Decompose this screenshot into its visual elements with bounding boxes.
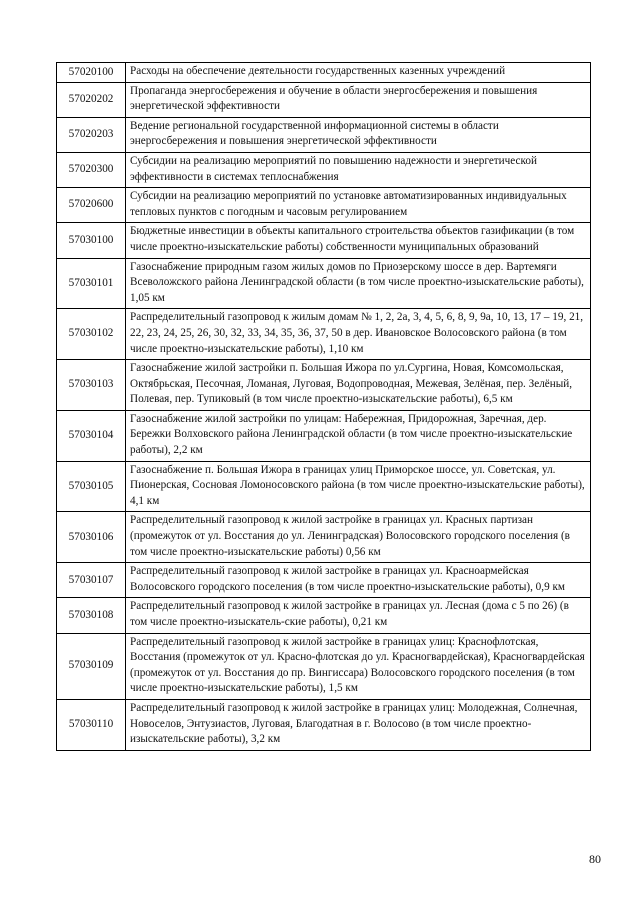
row-code: 57020203: [57, 117, 126, 152]
row-code: 57020600: [57, 188, 126, 223]
budget-codes-table-body: [57, 63, 591, 751]
table-row: [57, 461, 591, 512]
table-row: [57, 258, 591, 309]
row-description: Распределительный газопровод к жилой застройке в границах улиц: Краснофлотская, Восстания (промежуток от ул. Красно-флотская до ул. Красногвардейская), Красногвардейская (промежуток от ул. Восстания до пр. Вингиссара) Волосовского городского поселения (в том числе проектно-изыскательские работы), 1,5 км: [126, 633, 591, 699]
table-row: [57, 63, 591, 83]
row-description: Субсидии на реализацию мероприятий по установке автоматизированных индивидуальных тепловых пунктов с погодным и часовым регулированием: [126, 188, 591, 223]
row-description: Распределительный газопровод к жилой застройке в границах ул. Лесная (дома с 5 по 26) (в том числе проектно-изыскатель-ские работы), 0,21 км: [126, 598, 591, 633]
row-description: Распределительный газопровод к жилой застройке в границах улиц: Молодежная, Солнечная, Новоселов, Энтузиастов, Луговая, Благодатная в г. Волосово (в том числе проектно-изыскательские работы), 3,2 км: [126, 699, 591, 750]
row-description: Расходы на обеспечение деятельности государственных казенных учреждений: [126, 63, 591, 83]
table-row: [57, 223, 591, 258]
table-row: [57, 410, 591, 461]
row-code: 57030101: [57, 258, 126, 309]
row-description: Субсидии на реализацию мероприятий по повышению надежности и энергетической эффективности в системах теплоснабжения: [126, 152, 591, 187]
row-description: Газоснабжение жилой застройки по улицам: Набережная, Придорожная, Заречная, дер. Бережки Волховского района Ленинградской области (в том числе проектно-изыскательские работы), 2,2 км: [126, 410, 591, 461]
row-code: 57030104: [57, 410, 126, 461]
row-code: 57020100: [57, 63, 126, 83]
page-number: 80: [589, 852, 601, 866]
row-code: 57030106: [57, 512, 126, 563]
table-row: [57, 309, 591, 360]
table-row: [57, 699, 591, 750]
row-description: Распределительный газопровод к жилым домам № 1, 2, 2а, 3, 4, 5, 6, 8, 9, 9а, 10, 13, 17 – 19, 21, 22, 23, 24, 25, 26, 30, 32, 33, 34, 35, 36, 37, 50 в дер. Ивановское Волосовского района (в том числе проектно-изыскательские работы), 1,10 км: [126, 309, 591, 360]
row-code: 57030107: [57, 563, 126, 598]
row-code: 57030103: [57, 360, 126, 411]
row-description: Газоснабжение жилой застройки п. Большая Ижора по ул.Сургина, Новая, Комсомольская, Октябрьская, Песочная, Ломаная, Луговая, Водопроводная, Межевая, Зелёная, пер. Зелёный, Полевая, пер. Тупиковый (в том числе проектно-изыскательские работы), 6,5 км: [126, 360, 591, 411]
row-description: Ведение региональной государственной информационной системы в области энергосбережения и повышения энергетической эффективности: [126, 117, 591, 152]
table-row: [57, 360, 591, 411]
row-description: Газоснабжение природным газом жилых домов по Приозерскому шоссе в дер. Вартемяги Всеволожского района Ленинградской области (в том числе проектно-изыскательские работы), 1,05 км: [126, 258, 591, 309]
row-description: Распределительный газопровод к жилой застройке в границах ул. Красноармейская Волосовского городского поселения (в том числе проектно-изыскательские работы), 0,9 км: [126, 563, 591, 598]
table-row: [57, 563, 591, 598]
table-row: [57, 117, 591, 152]
row-code: 57030100: [57, 223, 126, 258]
table-row: [57, 598, 591, 633]
row-description: Бюджетные инвестиции в объекты капитального строительства объектов газификации (в том числе проектно-изыскательские работы) собственности муниципальных образований: [126, 223, 591, 258]
row-description: Пропаганда энергосбережения и обучение в области энергосбережения и повышения энергетической эффективности: [126, 82, 591, 117]
row-description: Распределительный газопровод к жилой застройке в границах ул. Красных партизан (промежуток от ул. Восстания до ул. Ленинградская) Волосовского городского поселения (в том числе проектно-изыскательские работы) 0,56 км: [126, 512, 591, 563]
table-row: [57, 633, 591, 699]
row-code: 57030102: [57, 309, 126, 360]
row-code: 57030105: [57, 461, 126, 512]
table-row: [57, 82, 591, 117]
row-description: Газоснабжение п. Большая Ижора в границах улиц Приморское шоссе, ул. Советская, ул. Пионерская, Сосновая Ломоносовского района (в том числе проектно-изыскательские работы), 4,1 км: [126, 461, 591, 512]
row-code: 57030108: [57, 598, 126, 633]
row-code: 57030110: [57, 699, 126, 750]
row-code: 57030109: [57, 633, 126, 699]
row-code: 57020300: [57, 152, 126, 187]
budget-codes-table: [56, 62, 591, 751]
table-row: [57, 512, 591, 563]
row-code: 57020202: [57, 82, 126, 117]
table-row: [57, 188, 591, 223]
table-row: [57, 152, 591, 187]
